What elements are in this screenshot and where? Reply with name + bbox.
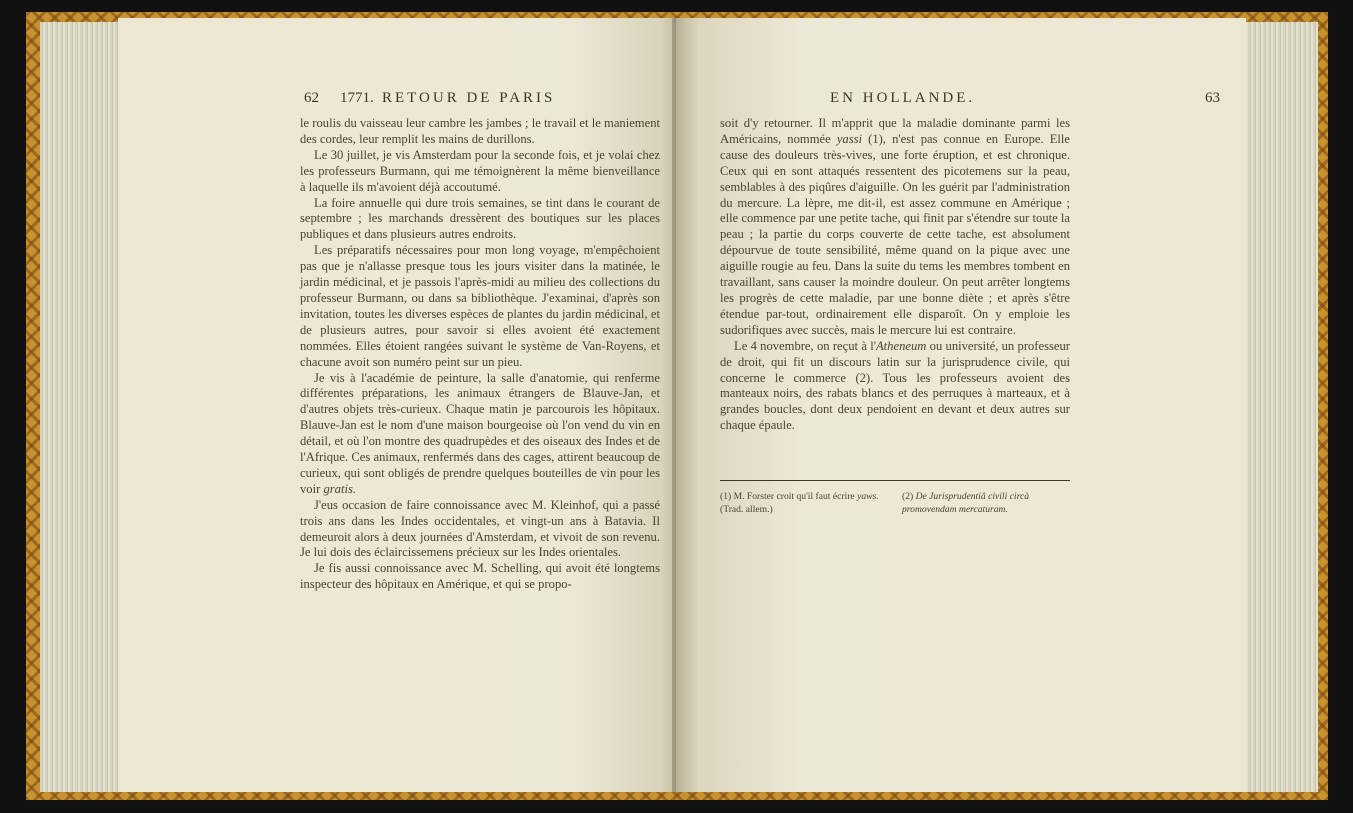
left-running-head: RETOUR DE PARIS (382, 90, 556, 106)
paragraph-text: ou université, un professeur de droit, qui fit un discours latin sur la jurisprudence civile, qui concerne le commerce (2). Tous les professeurs avoient des manteaux noirs, des rabats blancs et des perruques à marteaux, et à grandes boucles, dont deux pendoient en devant et deux autres sur chaque épaule. (720, 338, 1070, 433)
left-fore-edge (40, 22, 120, 792)
italic-word: gratis. (323, 481, 356, 496)
footnote-text: (Trad. allem.) (720, 504, 773, 515)
right-page (676, 18, 1246, 792)
footnote-rule (720, 480, 1070, 481)
paragraph (720, 116, 1070, 339)
footnote-italic: yaws. (857, 491, 879, 502)
right-page-number: 63 (1205, 90, 1220, 106)
paragraph-text: Le 4 novembre, on reçut à l' (734, 338, 876, 353)
footnote-italic: De Jurisprudentiâ civili circà promovendam mercaturam. (902, 491, 1030, 515)
italic-word: yassi (836, 131, 862, 146)
footnote-text: (1) M. Forster croit qu'il faut écrire (720, 491, 855, 502)
left-page-year: 1771. (340, 90, 374, 106)
paragraph: J'eus occasion de faire connoissance avec M. Kleinhof, qui a passé trois ans dans les Indes occidentales, et vingt-un ans à Batavia. Il demeuroit alors à deux journées d'Amsterdam, et vivoit de son revenu. Je lui dois des éclaircissemens précieux sur les Indes orientales. (300, 497, 660, 560)
paragraph: le roulis du vaisseau leur cambre les jambes ; le travail et le maniement des cordes, leur remplit les mains de durillons. (300, 116, 660, 146)
paragraph: Les préparatifs nécessaires pour mon long voyage, m'empêchoient pas que je n'allasse presque tous les jours visiter dans la matinée, le jardin médicinal, et je passois l'après-midi au milieu des collections du professeur Burmann, ou dans sa bibliothèque. J'examinai, d'après son invitation, toutes les diverses espèces de plantes du jardin médicinal, et de plusieurs autres, pour savoir si elles avoient été exactement nommées. Elles étoient rangées suivant le système de Van-Royens, et chacune avoit son numéro peint sur un pieu. (300, 243, 660, 369)
right-running-head: EN HOLLANDE. (830, 90, 976, 106)
footnote-2 (902, 490, 1070, 516)
paragraph: Je fis aussi connoissance avec M. Schelling, qui avoit été longtems inspecteur des hôpitaux en Amérique, et qui se propo- (300, 561, 660, 592)
footnote-1 (720, 490, 888, 516)
paragraph (300, 371, 660, 498)
right-fore-edge (1238, 22, 1318, 792)
left-page-body (300, 116, 660, 593)
italic-word: Atheneum (875, 338, 927, 353)
right-page-body (720, 116, 1070, 434)
paragraph-text: Je vis à l'académie de peinture, la salle d'anatomie, qui renferme différentes préparations, les animaux étrangers de Blauve-Jan, et d'autres objets très-curieux. Chaque matin je parcourois les hôpitaux. Blauve-Jan est le nom d'une maison bourgeoise où l'on vend du vin en détail, et où l'on montre des quadrupèdes et des oiseaux des Indes et de l'Afrique. Ces animaux, renfermés dans des cages, attirent beaucoup de curieux, qui sont obligés de prendre quelques bouteilles de vin pour les voir (300, 370, 660, 496)
left-page-number: 62 (304, 90, 319, 106)
paragraph: Le 30 juillet, je vis Amsterdam pour la seconde fois, et je volai chez les professeurs Burmann, qui me témoignèrent la même bienveillance à laquelle ils m'avoient déjà accoutumé. (300, 147, 660, 194)
paragraph (720, 339, 1070, 434)
footnotes (720, 490, 1070, 516)
paragraph-text: (1), n'est pas connue en Europe. Elle cause des douleurs très-vives, une forte éruption, et est chronique. Ceux qui en sont attaqués ressentent des picotemens sur la peau, semblables à des piqûres d'aiguille. On les guérit par l'administration du mercure. La lèpre, me dit-il, est assez commune en Amérique ; elle commence par une petite tache, qui finit par s'étendre sur toute la peau ; la partie du corps couverte de cette tache, est absolument dépourvue de toute sensibilité, même quand on la pique avec une aiguille rougie au feu. Dans la suite du tems les membres tombent en travaillant, sans causer la moindre douleur. On peut arrêter longtems les progrès de cette maladie, par une bonne diète ; et après s'être étendue par-tout, ordinairement elle disparoît. On y emploie les sudorifiques avec succès, mais le mercure lui est contraire. (720, 131, 1071, 337)
paragraph-text: soit d'y retourner. Il m'apprit que la maladie dominante parmi les Américains, nommée (720, 116, 1070, 146)
paragraph: La foire annuelle qui dure trois semaines, se tint dans le courant de septembre ; les marchands dressèrent des boutiques sur les places publiques et dans plusieurs autres endroits. (300, 195, 660, 242)
left-page (118, 18, 684, 792)
footnote-text: (2) (902, 491, 914, 502)
